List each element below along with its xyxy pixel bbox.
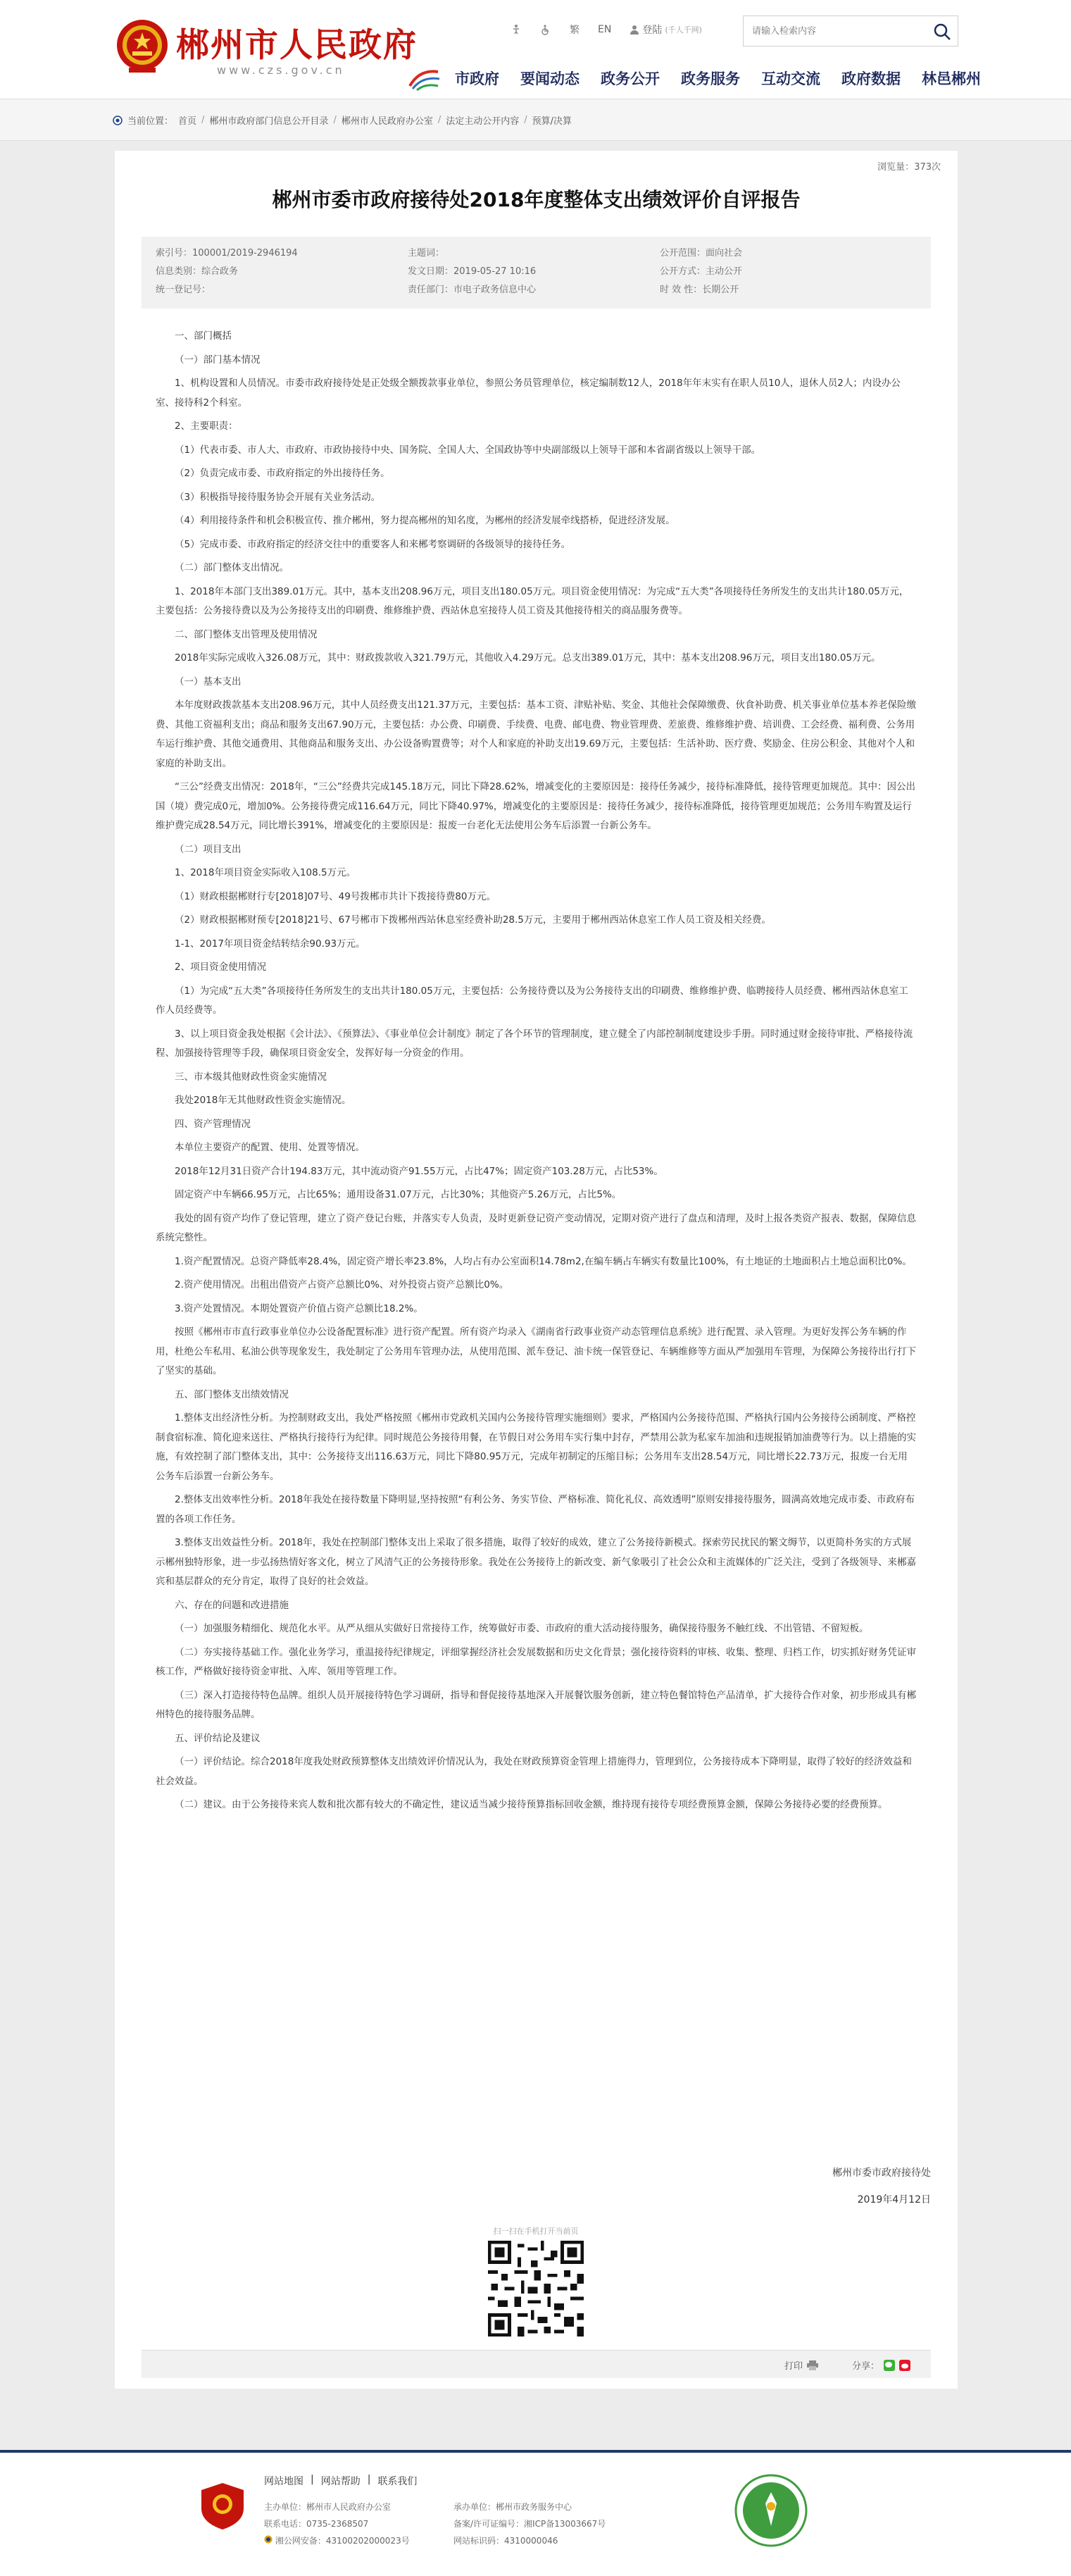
breadcrumb xyxy=(113,113,572,127)
government-logo-icon xyxy=(407,65,442,92)
nav-city-government[interactable]: 市政府 xyxy=(455,70,499,87)
meta-category: 信息类别：综合政务 xyxy=(156,266,239,277)
user-icon xyxy=(630,25,639,35)
footer-police-text: 湘公网安备：43100202000023号 xyxy=(275,2536,410,2546)
search-icon[interactable] xyxy=(932,22,952,42)
footer-icp[interactable]: 备案/许可证编号：湘ICP备13003667号 xyxy=(453,2519,606,2529)
meta-index-no: 索引号：100001/2019-2946194 xyxy=(156,248,298,259)
breadcrumb-bar xyxy=(0,99,1071,141)
paragraph: 三、市本级其他财政性资金实施情况 xyxy=(175,1071,327,1083)
search-box xyxy=(743,15,958,46)
paragraph: 1、2018年项目资金实际收入108.5万元。 xyxy=(175,867,356,878)
breadcrumb-catalog[interactable]: 郴州市政府部门信息公开目录 xyxy=(209,116,329,127)
paragraph: 我处的固有资产均作了登记管理，建立了资产登记台账，并落实专人负责，及时更新登记资产变动情况，定期对资产进行了盘点和清理，及时上报各类资产报表、数据，保障信息系统完整性。 xyxy=(156,1212,916,1243)
nav-gov-services[interactable]: 政务服务 xyxy=(681,70,740,87)
site-header xyxy=(0,0,1071,99)
print-button[interactable] xyxy=(784,2358,818,2372)
meta-subject: 主题词： xyxy=(408,248,445,259)
login-link[interactable] xyxy=(630,23,702,37)
footer-undertake: 承办单位：郴州市政务服务中心 xyxy=(453,2502,572,2512)
police-badge-icon xyxy=(264,2535,273,2544)
wechat-icon[interactable] xyxy=(884,2360,895,2371)
top-links xyxy=(511,23,702,37)
traditional-link[interactable]: 繁 xyxy=(570,25,580,36)
nav-interaction[interactable]: 互动交流 xyxy=(761,70,820,87)
paragraph: 二、部门整体支出管理及使用情况 xyxy=(175,628,318,640)
paragraph: 3、以上项目资金我处根据《会计法》、《预算法》、《事业单位会计制度》制定了各个环节的管理制度，建立健全了内部控制制度建设步手册。同时通过财金接待审批、严格接待流程、加强接待管理等手段，确保项目资金安全，发挥好每一分资金的作用。 xyxy=(156,1028,913,1059)
paragraph: 本单位主要资产的配置、使用、处置等情况。 xyxy=(175,1142,365,1153)
meta-pub-date: 发文日期：2019-05-27 10:16 xyxy=(408,266,537,277)
paragraph: 按照《郴州市市直行政事业单位办公设备配置标准》进行资产配置。所有资产均录入《湖南省行政事业资产动态管理信息系统》进行配置、录入管理。为更好发挥公务车辆的作用，杜绝公车私用、私油公供等现象发生，我处制定了公务用车管理办法，从使用范围、派车登记、油卡统一保管登记、车辆维修等方面从严加强用车管理，为保障公务接待出行打下了坚实的基础。 xyxy=(156,1326,916,1376)
printer-icon xyxy=(807,2360,818,2370)
paragraph: （一）基本支出 xyxy=(175,676,242,687)
qr-code-icon xyxy=(488,2241,584,2337)
paragraph: 2、主要职责： xyxy=(175,421,238,432)
login-note: (千人千网) xyxy=(665,25,702,35)
sign-org: 郴州市委市政府接待处 xyxy=(832,2167,931,2179)
paragraph: 固定资产中车辆66.95万元，占比65%；通用设备31.07万元，占比30%；其他资产5.26万元，占比5%。 xyxy=(175,1189,622,1200)
paragraph: 一、部门概括 xyxy=(175,330,232,342)
footer-link-help[interactable]: 网站帮助 xyxy=(320,2476,361,2487)
paragraph: （二）建议。由于公务接待来宾人数和批次都有较大的不确定性，建议适当减少接待预算指标回收金额，维持现有接待专项经费预算金额，保障公务接待必要的经费预算。 xyxy=(175,1799,888,1810)
breadcrumb-office[interactable]: 郴州市人民政府办公室 xyxy=(341,116,433,127)
document-meta xyxy=(142,237,931,309)
paragraph: （一）部门基本情况 xyxy=(175,354,261,366)
paragraph: 1、2018年本部门支出389.01万元。其中，基本支出208.96万元，项目支出180.05万元。项目资金使用情况：为完成“五大类”各项接待任务所发生的支出共计180.05万元，主要包括：公务接待费以及为公务接待支出的印刷费、维修维护费、西站休息室接待人员工资及其他接待相关的商品服务费等。 xyxy=(156,585,909,616)
location-icon xyxy=(113,116,123,125)
footer-info-left xyxy=(264,2499,410,2549)
footer-link-sitemap[interactable]: 网站地图 xyxy=(264,2476,303,2487)
paragraph: 1.整体支出经济性分析。为控制财政支出，我处严格按照《郴州市党政机关国内公务接待管理实施细则》要求，严格国内公务接待范围、严格执行国内公务接待公函制度、严格控制食宿标准、简化迎来送往、严格执行接待行为纪律。同时规范公务接待用餐，在节假日对公务用车实行集中封存，严禁用公款为私家车加油和违规报销加油费等行为。以上措施的实施，有效控制了部门整体支出，其中：公务接待支出116.63万元，同比下降80.95万元，完成年初制定的压缩目标；公务用车支出28.54万元，同比增长22.73万元，报废一台无用公务车后添置一台新公务车。 xyxy=(156,1412,916,1482)
accessibility-link[interactable] xyxy=(511,24,522,35)
gov-site-error-report-icon[interactable] xyxy=(734,2474,808,2547)
paragraph: 本年度财政拨款基本支出208.96万元，其中人员经费支出121.37万元，主要包括：基本工资、津贴补贴、奖金、其他社会保障缴费、伙食补助费、机关事业单位基本养老保险缴费、其他工资福利支出；商品和服务支出67.90万元，主要包括：办公费、印刷费、手续费、电费、邮电费、物业管理费、差旅费、维修维护费、培训费、工会经费、福利费、公务用车运行维护费、其他交通费用、其他商品和服务支出、办公设备购置费等；对个人和家庭的补助支出19.69万元，主要包括：生活补助、医疗费、奖励金、住房公积金、其他对个人和家庭的补助支出。 xyxy=(156,699,916,769)
breadcrumb-separator: / xyxy=(437,115,441,125)
paragraph: （3）积极指导接待服务协会开展有关业务活动。 xyxy=(175,491,381,503)
paragraph: （一）评价结论。综合2018年度我处财政预算整体支出绩效评价情况认为，我处在财政预算资金管理上措施得力，管理到位，公务接待成本下降明显，取得了较好的经济效益和社会效益。 xyxy=(156,1756,912,1787)
print-label: 打印 xyxy=(784,2361,803,2372)
paragraph: （二）夯实接待基础工作。强化业务学习，重温接待纪律规定，评细掌握经济社会发展数据和历史文化背景；强化接待资料的审核、收集、整理、归档工作，切实抓好财务凭证审核工作，严格做好接待资金审批、入库、领用等管理工作。 xyxy=(156,1646,916,1677)
paragraph: （2）负责完成市委、市政府指定的外出接待任务。 xyxy=(175,468,390,479)
meta-validity: 时 效 性：长期公开 xyxy=(660,285,739,295)
national-emblem-icon xyxy=(115,17,170,76)
view-count: 浏览量：373次 xyxy=(877,162,941,173)
nav-news[interactable]: 要闻动态 xyxy=(520,70,580,87)
main-nav xyxy=(455,68,981,89)
paragraph: （4）利用接待条件和机会积极宣传、推介郴州，努力提高郴州的知名度，为郴州的经济发展牵线搭桥，促进经济发展。 xyxy=(175,515,675,526)
site-title[interactable]: 郴州市人民政府 xyxy=(176,26,418,65)
footer-link-contact[interactable]: 联系我们 xyxy=(377,2476,418,2487)
accessibility-icon xyxy=(511,24,522,35)
share-bar xyxy=(142,2350,931,2378)
breadcrumb-home[interactable]: 首页 xyxy=(178,116,197,127)
sign-date: 2019年4月12日 xyxy=(857,2194,931,2205)
footer-phone: 联系电话：0735-2368507 xyxy=(264,2519,369,2529)
footer-police-record xyxy=(264,2532,410,2549)
page-title: 郴州市委市政府接待处2018年度整体支出绩效评价自评报告 xyxy=(272,188,801,211)
breadcrumb-separator: / xyxy=(524,115,527,125)
footer-info-right xyxy=(453,2499,606,2549)
article-body xyxy=(156,327,916,1819)
qr-block xyxy=(488,2225,584,2339)
paragraph: 五、评价结论及建议 xyxy=(175,1732,261,1744)
breadcrumb-separator: / xyxy=(333,115,337,125)
search-input[interactable] xyxy=(744,16,920,46)
paragraph: 1、机构设置和人员情况。市委市政府接待处是正处级全额拨款事业单位，参照公务员管理单位，核定编制数12人，2018年年末实有在职人员10人，退休人员2人；内设办公室、接待科2个科室。 xyxy=(156,378,901,409)
paragraph: 2、项目资金使用情况 xyxy=(175,962,267,973)
paragraph: （二）部门整体支出情况。 xyxy=(175,562,289,573)
party-emblem-icon xyxy=(201,2483,244,2530)
breadcrumb-statutory[interactable]: 法定主动公开内容 xyxy=(446,116,520,127)
footer-link-separator: | xyxy=(367,2474,371,2485)
nav-linyi-chenzhou[interactable]: 林邑郴州 xyxy=(922,70,981,87)
login-label: 登陆 xyxy=(642,25,663,36)
footer-links xyxy=(264,2474,417,2488)
paragraph: 3.整体支出效益性分析。2018年，我处在控制部门整体支出上采取了很多措施，取得了较好的成效，建立了公务接待新模式。探索劳民扰民的繁文缛节，以更简朴务实的方式展示郴州独特形象，进一步弘扬热情好客文化，树立了风清气正的公务接待形象。我处在公务接待上的新改变、新气象吸引了社会公众和主流媒体的广泛关注，受到了各级领导、来郴嘉宾和基层群众的充分肯定，取得了良好的社会效益。 xyxy=(156,1537,916,1587)
english-link[interactable]: EN xyxy=(598,24,612,35)
paragraph: （二）项目支出 xyxy=(175,843,242,855)
paragraph: 3.资产处置情况。本期处置资产价值占资产总额比18.2%。 xyxy=(175,1302,423,1314)
paragraph: （三）深入打造接待特色品牌。组织人员开展接待特色学习调研，指导和督促接待基地深入开展餐饮服务创新，建立特色餐馆特色产品清单，扩大接待合作对象，初步形成具有郴州特色的接待服务品牌。 xyxy=(156,1689,916,1720)
site-url: www.czs.gov.cn xyxy=(217,63,345,77)
paragraph: （5）完成市委、市政府指定的经济交往中的重要客人和来郴考察调研的各级领导的接待任务。 xyxy=(175,538,571,550)
weibo-icon[interactable] xyxy=(899,2360,910,2371)
site-footer xyxy=(0,2450,1071,2576)
paragraph: （1）财政根据郴财行专[2018]07号、49号拨郴市共计下拨接待费80万元。 xyxy=(175,890,496,902)
footer-sponsor: 主办单位：郴州市人民政府办公室 xyxy=(264,2502,392,2512)
breadcrumb-label: 当前位置： xyxy=(127,116,174,127)
paragraph: 2018年实际完成收入326.08万元，其中：财政拨款收入321.79万元，其他收入4.29万元。总支出389.01万元，其中：基本支出208.96万元，项目支出180.05万元。 xyxy=(175,652,881,664)
paragraph: （1）代表市委、市人大、市政府、市政协接待中央、国务院、全国人大、全国政协等中央副部级以上领导干部和本省副省级以上领导干部。 xyxy=(175,444,761,456)
nav-gov-affairs-open[interactable]: 政务公开 xyxy=(601,70,660,87)
paragraph: 2.整体支出效率性分析。2018年我处在接待数量下降明显,坚持按照“有利公务、务实节俭、严格标准、简化礼仪、高效透明”原则安排接待服务，圆满高效地完成市委、市政府布置的各项工作任务。 xyxy=(156,1494,915,1525)
care-link[interactable] xyxy=(540,24,551,35)
paragraph: （2）财政根据郴财预专[2018]21号、67号郴市下拨郴州西站休息室经费补助28.5万元，主要用于郴州西站休息室工作人员工资及相关经费。 xyxy=(175,914,771,926)
article-card xyxy=(115,151,958,2389)
qr-caption: 扫一扫在手机打开当前页 xyxy=(493,2227,579,2236)
paragraph: 1.资产配置情况。总资产降低率28.4%，固定资产增长率23.8%，人均占有办公室面积14.78m2,在编车辆占车辆实有数量比100%，有土地证的土地面积占土地总面积比0%。 xyxy=(175,1255,912,1267)
signoff xyxy=(832,2160,931,2213)
wheelchair-icon xyxy=(540,24,551,35)
paragraph: 1-1、2017年项目资金结转结余90.93万元。 xyxy=(175,938,365,950)
paragraph: 我处2018年无其他财政性资金实施情况。 xyxy=(175,1095,351,1106)
paragraph: （1）为完成“五大类”各项接待任务所发生的支出共计180.05万元，主要包括：公务接待费以及为公务接待支出的印刷费、维修维护费、临聘接待人员经费、郴州西站休息室工作人员经费等。 xyxy=(156,985,908,1016)
meta-doc-no: 统一登记号： xyxy=(156,285,211,295)
breadcrumb-separator: / xyxy=(201,115,205,125)
paragraph: 2.资产使用情况。出租出借资产占资产总额比0%、对外投资占资产总额比0%。 xyxy=(175,1279,509,1290)
paragraph: 六、存在的问题和改进措施 xyxy=(175,1599,289,1611)
paragraph: 四、资产管理情况 xyxy=(175,1118,251,1130)
meta-form: 公开方式：主动公开 xyxy=(660,266,743,277)
meta-org: 责任部门：市电子政务信息中心 xyxy=(408,285,537,295)
share-group xyxy=(852,2358,910,2372)
paragraph: “三公”经费支出情况：2018年，“三公”经费共完成145.18万元，同比下降28.62%，增减变化的主要原因是：接待任务减少，接待标准降低，接待管理更加规范。其中：因公出国（境）费完成0元，增加0%。公务接待费完成116.64万元，同比下降40.97%，增减变化的主要原因是：接待任务减少，接待标准降低，接待管理更加规范；公务用车购置及运行维护费完成28.54万元，同比增长391%，增减变化的主要原因是：报废一台老化无法使用公务车后添置一台新公务车。 xyxy=(156,781,916,831)
footer-site-code: 网站标识码：4310000046 xyxy=(453,2536,558,2546)
paragraph: 五、部门整体支出绩效情况 xyxy=(175,1388,289,1400)
nav-gov-data[interactable]: 政府数据 xyxy=(841,70,901,87)
paragraph: 2018年12月31日资产合计194.83万元，其中流动资产91.55万元，占比47%；固定资产103.28万元，占比53%。 xyxy=(175,1165,663,1177)
breadcrumb-budget[interactable]: 预算/决算 xyxy=(532,116,572,127)
share-label: 分享： xyxy=(852,2361,880,2372)
meta-scope: 公开范围：面向社会 xyxy=(660,248,743,259)
paragraph: （一）加强服务精细化、规范化水平。从严从细从实做好日常接待工作，统筹做好市委、市政府的重大活动接待服务，确保接待服务不触红线、不出管错、不留短板。 xyxy=(175,1623,869,1634)
footer-link-separator: | xyxy=(311,2474,314,2485)
